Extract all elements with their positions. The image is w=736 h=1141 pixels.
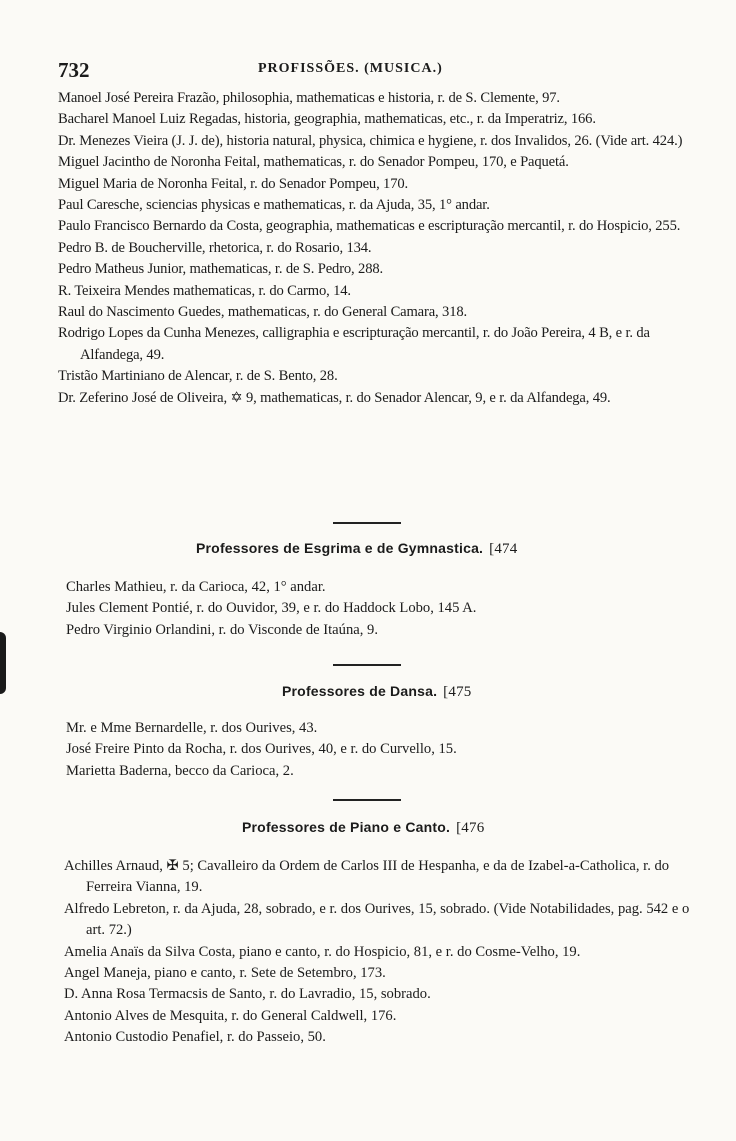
list-item: Mr. e Mme Bernardelle, r. dos Ourives, 43.	[66, 720, 318, 736]
list-item: Dr. Menezes Vieira (J. J. de), historia natural, physica, chimica e hygiene, r. dos Invalidos, 26. (Vide art. 424.)	[58, 132, 683, 149]
list-item: Dr. Zeferino José de Oliveira, ✡ 9, mathematicas, r. do Senador Alencar, 9, e r. da Alfandega, 49.	[58, 389, 611, 406]
list-item: R. Teixeira Mendes mathematicas, r. do Carmo, 14.	[58, 282, 351, 299]
list-item: Tristão Martiniano de Alencar, r. de S. Bento, 28.	[58, 368, 338, 385]
page-number: 732	[58, 58, 90, 82]
list-item: Raul do Nascimento Guedes, mathematicas, r. do General Camara, 318.	[58, 304, 467, 321]
section-title-esgrima: Professores de Esgrima e de Gymnastica. [474	[196, 540, 518, 557]
list-item: Angel Maneja, piano e canto, r. Sete de Setembro, 173.	[64, 965, 386, 982]
list-item: Rodrigo Lopes da Cunha Menezes, calligraphia e escripturação mercantil, r. do João Pereira, 4 B, e r. da Alfandega, 49.	[58, 325, 650, 363]
section-divider	[333, 522, 401, 524]
list-item: Paulo Francisco Bernardo da Costa, geographia, mathematicas e escripturação mercantil, r. do Hospicio, 255.	[58, 218, 681, 235]
list-item: Marietta Baderna, becco da Carioca, 2.	[66, 762, 294, 779]
list-item: Antonio Alves de Mesquita, r. do General Caldwell, 176.	[64, 1007, 397, 1024]
section-title-piano: Professores de Piano e Canto. [476	[242, 819, 485, 836]
list-item: Achilles Arnaud, ✠ 5; Cavalleiro da Ordem de Carlos III de Hespanha, e da de Izabel-a-Catholica, r. do Ferreira Vianna, 19.	[64, 858, 670, 896]
section-number: [475	[443, 684, 472, 700]
entry-list-dansa	[66, 718, 706, 782]
list-item: Pedro Matheus Junior, mathematicas, r. de S. Pedro, 288.	[58, 261, 383, 278]
section-number: [476	[456, 820, 485, 836]
list-item: Pedro B. de Boucherville, rhetorica, r. do Rosario, 134.	[58, 239, 372, 256]
entry-list-esgrima	[66, 577, 706, 641]
running-head: PROFISSÕES. (MUSICA.)	[258, 61, 443, 76]
ink-blot	[0, 632, 6, 694]
list-item: Jules Clement Pontié, r. do Ouvidor, 39, e r. do Haddock Lobo, 145 A.	[66, 600, 477, 617]
entry-list-block1	[58, 88, 706, 409]
list-item: Manoel José Pereira Frazão, philosophia, mathematicas e historia, r. de S. Clemente, 97.	[58, 90, 560, 106]
list-item: Pedro Virginio Orlandini, r. do Visconde de Itaúna, 9.	[66, 621, 378, 638]
list-item: Bacharel Manoel Luiz Regadas, historia, geographia, mathematicas, etc., r. da Imperatriz, 166.	[58, 111, 596, 128]
section-divider	[333, 664, 401, 666]
entry-list-piano	[64, 856, 706, 1049]
list-item: D. Anna Rosa Termacsis de Santo, r. do Lavradio, 15, sobrado.	[64, 986, 431, 1003]
list-item: Paul Caresche, sciencias physicas e mathematicas, r. da Ajuda, 35, 1° andar.	[58, 197, 490, 214]
list-item: Alfredo Lebreton, r. da Ajuda, 28, sobrado, e r. dos Ourives, 15, sobrado. (Vide Notabilidades, pag. 542 e o art. 72.)	[64, 900, 690, 939]
list-item: Amelia Anaïs da Silva Costa, piano e canto, r. do Hospicio, 81, e r. do Cosme-Velho, 19.	[64, 943, 581, 960]
section-title-dansa: Professores de Dansa. [475	[282, 683, 472, 700]
page-header	[58, 58, 698, 84]
list-item: Antonio Custodio Penafiel, r. do Passeio, 50.	[64, 1029, 326, 1046]
list-item: Miguel Maria de Noronha Feital, r. do Senador Pompeu, 170.	[58, 175, 409, 192]
list-item: Miguel Jacintho de Noronha Feital, mathematicas, r. do Senador Pompeu, 170, e Paquetá.	[58, 154, 569, 171]
list-item: José Freire Pinto da Rocha, r. dos Ourives, 40, e r. do Curvello, 15.	[66, 741, 457, 758]
list-item: Charles Mathieu, r. da Carioca, 42, 1° andar.	[66, 579, 326, 595]
section-number: [474	[489, 541, 518, 557]
section-divider	[333, 799, 401, 801]
